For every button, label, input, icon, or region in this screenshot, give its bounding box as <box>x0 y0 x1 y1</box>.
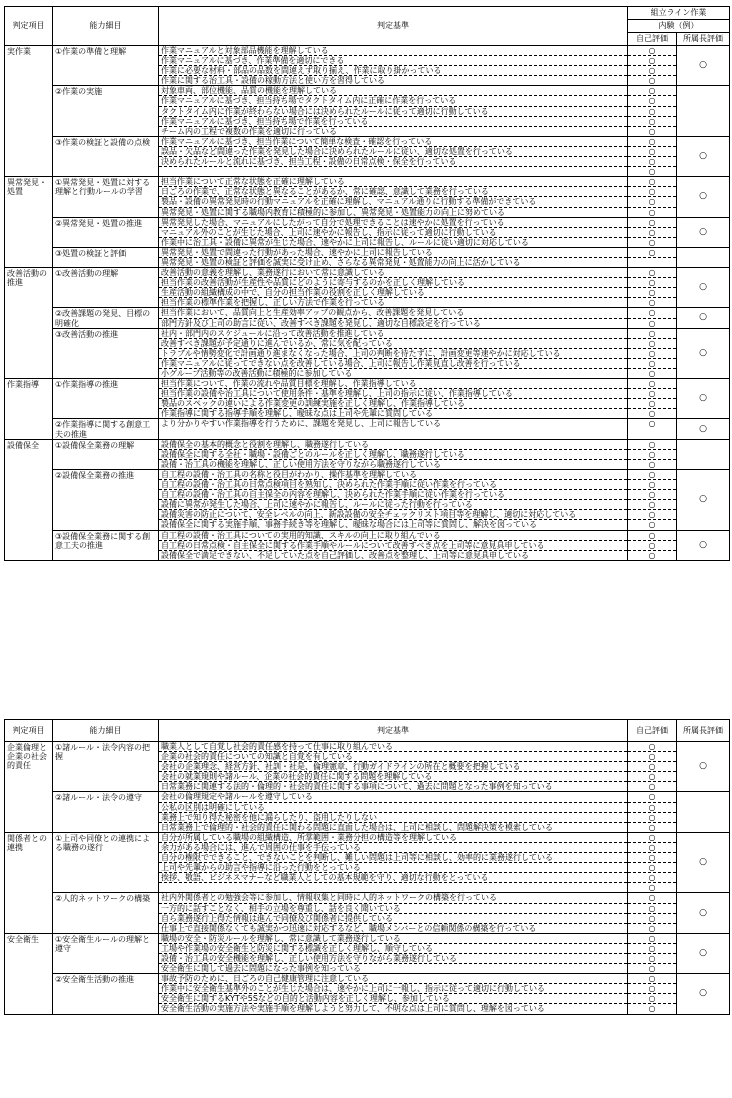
manager-evaluation-mark: ○ <box>677 933 730 973</box>
self-evaluation-mark: ○ <box>628 934 676 944</box>
criteria-list <box>159 933 628 973</box>
criteria-line: 会社の就業規則や諸ルール、企業の社会的責任に関する問題を理解している <box>159 772 627 782</box>
ability-detail: ②設備保全業務の推進 <box>53 469 159 530</box>
self-evaluation-cell <box>628 328 677 378</box>
self-evaluation-cell <box>628 419 677 439</box>
criteria-line: 担当作業の標準作業を把握し、正しい方法で作業を行っている <box>161 298 385 308</box>
self-evaluation-mark: ○ <box>628 228 676 238</box>
criteria-group-row <box>5 217 730 247</box>
self-evaluation-mark: ○ <box>628 187 676 197</box>
criteria-line: 生産活動の組織構成の中で、自分の担当作業の役割を正しく理解している <box>159 288 627 298</box>
criteria-line: 社内・部門内のスケジュールに沿って改善活動を推進している <box>159 329 627 339</box>
self-evaluation-cell <box>628 46 677 86</box>
criteria-line: 作業マニュアルに基づき、担当持ち場で作業を行っている <box>159 117 627 127</box>
criteria-list <box>159 217 628 247</box>
criteria-list <box>159 530 628 560</box>
criteria-line: 自工程の設備・治工具の日常点検項目を熟知し、決められた作業手順に従い作業を行っている <box>159 480 627 490</box>
ability-detail: ②作業指導に関する創意工夫の推進 <box>53 419 159 439</box>
self-evaluation-cell <box>628 792 677 832</box>
criteria-line: 担当作業の設備や治工具について使用条件・基準を理解し、上司の指示に従い、作業指導している <box>159 389 627 399</box>
self-evaluation-mark: ○ <box>628 248 676 258</box>
ability-detail: ①諸ルール・法令内容の把握 <box>53 742 159 792</box>
self-evaluation-mark: ○ <box>628 480 676 490</box>
self-evaluation-mark: ○ <box>628 117 676 127</box>
self-evaluation-mark: ○ <box>648 822 656 832</box>
evaluation-table-1 <box>4 6 730 561</box>
criteria-line: 改善活動の意義を理解し、業務遂行において常に意識している <box>159 268 627 278</box>
criteria-line: 設備保全で満足できない、不足していた点を自己評価し、改善点を整理し、上司等に意見具申している <box>161 550 529 560</box>
criteria-line: 設備・治工具の安全機能を理解し、正しい使用方法を守りながら業務遂行している <box>159 954 627 964</box>
criteria-line: 異常発見した場合、マニュアルにしたがって自分で処理できることは速やかに処置を行っている <box>159 218 627 228</box>
self-evaluation-cell <box>628 177 677 217</box>
self-evaluation-cell <box>628 136 677 176</box>
criteria-list <box>159 832 628 893</box>
criteria-group-row <box>5 933 730 973</box>
self-evaluation-mark: ○ <box>628 853 676 863</box>
self-evaluation-mark: ○ <box>628 873 676 883</box>
self-evaluation-mark: ○ <box>628 813 676 823</box>
self-evaluation-cell <box>628 933 677 973</box>
self-evaluation-cell <box>628 742 677 792</box>
self-evaluation-mark: ○ <box>648 409 656 419</box>
criteria-group-row <box>5 46 730 86</box>
criteria-line: 自ら業務遂行上得た情報は進んで同僚及び関係者に提供している <box>159 914 627 924</box>
criteria-line <box>159 167 627 176</box>
criteria-line: 会社の企業理念、経営方針、社訓・社是、倫理憲章、行動ガイドラインの所在と概要を把握している <box>159 762 627 772</box>
criteria-group-row <box>5 530 730 560</box>
criteria-line: 決められたルールと流れに基づき、担当工程・設備の日常点検・保全を行っている <box>159 157 627 167</box>
header-manager-eval: 所属長評価 <box>677 33 730 46</box>
criteria-line: 一方的に話すことなく、相手の立場を尊重し、話を良く聞いている <box>159 904 627 914</box>
self-evaluation-mark: ○ <box>648 76 656 86</box>
self-evaluation-cell <box>628 469 677 530</box>
criteria-line: 担当作業において、品質向上と生産効率アップの観点から、改善課題を発見している <box>159 308 627 318</box>
criteria-line: 業務上で知り得た秘密を他に漏らしたり、盗用したりしない <box>159 813 627 823</box>
criteria-line: 職業人として自覚し社会的責任感を持って仕事に取り組んでいる <box>159 742 627 752</box>
criteria-line: 製品・設備の異常発見時の行動マニュアルを正確に理解し、マニュアル通りに行動する準備ができている <box>159 197 627 207</box>
ability-detail: ①作業指導の推進 <box>53 379 159 419</box>
self-evaluation-mark: ○ <box>648 923 656 933</box>
criteria-line: チーム内の工程で複数の作業を適切に行っている <box>161 126 337 136</box>
manager-evaluation-mark: ○ <box>677 469 730 530</box>
self-evaluation-mark: ○ <box>628 914 676 924</box>
criteria-line: 設備災害の防止について、安全レベルの向上、新設設備の安全チェックリスト項目等を理解し、適切に対応している <box>159 510 627 520</box>
criteria-line: 挨拶、敬語、ビジネスマナーなど職業人としての基本規範を守り、適切な行動をとっている <box>159 873 627 883</box>
criteria-line: 社内外関係者との勉強会等に参加し、情報収集と同時に人的ネットワークの構築を行っている <box>159 893 627 903</box>
header-self-eval: 自己評価 <box>628 33 677 46</box>
ability-detail: ②人的ネットワークの構築 <box>53 893 159 933</box>
self-evaluation-mark: ○ <box>648 419 656 429</box>
self-evaluation-mark: ○ <box>648 520 656 530</box>
self-evaluation-mark: ○ <box>628 974 676 984</box>
self-evaluation-mark: ○ <box>648 298 656 308</box>
criteria-line: 事故予防のために、日ごろの自己健康管理に注意している <box>159 974 627 984</box>
self-evaluation-mark: ○ <box>628 893 676 903</box>
self-evaluation-mark: ○ <box>628 147 676 157</box>
criteria-list <box>159 379 628 419</box>
self-evaluation-mark: ○ <box>628 46 676 56</box>
criteria-line: 設備保全の基本的概念と役割を理解し、職務遂行している <box>159 440 627 450</box>
self-evaluation-mark: ○ <box>648 207 656 217</box>
criteria-list <box>159 136 628 176</box>
self-evaluation-cell <box>628 379 677 419</box>
criteria-line: 設備に異常が発生した場合、上司に速やかに報告し、ルールに従った行動を行っている <box>159 500 627 510</box>
self-evaluation-mark: ○ <box>628 268 676 278</box>
judgment-item: 異常発見・処置 <box>5 177 53 268</box>
header-manager-eval: 所属長評価 <box>677 720 730 742</box>
manager-evaluation-mark <box>677 247 730 267</box>
criteria-line: 作業マニュアルに基づき、担当作業について簡単な検査・確認を行っている <box>159 137 627 147</box>
self-evaluation-mark: ○ <box>628 56 676 66</box>
criteria-line: 改善すべき課題が予定通りに進んでいるか、常に気を配っている <box>159 339 627 349</box>
criteria-line: 作業マニュアルに基づき、作業準備を適切にできる <box>159 56 627 66</box>
self-evaluation-mark: ○ <box>628 470 676 480</box>
header-ability: 能力細目 <box>53 720 159 742</box>
judgment-item: 改善活動の推進 <box>5 268 53 379</box>
ability-detail: ②改善課題の発見、目標の明確化 <box>53 308 159 328</box>
criteria-line: 公私の区別は明確にしている <box>159 803 627 813</box>
criteria-line: 会社の倫理規定や諸ルールを遵守している <box>159 792 627 802</box>
self-evaluation-mark: ○ <box>628 752 676 762</box>
self-evaluation-mark: ○ <box>628 944 676 954</box>
judgment-item: 作業指導 <box>5 379 53 440</box>
criteria-line: 担当作業について正常な状態を正確に理解している <box>159 177 627 187</box>
self-evaluation-mark: ○ <box>628 742 676 752</box>
self-evaluation-mark: ○ <box>628 510 676 520</box>
judgment-item: 実作業 <box>5 46 53 177</box>
criteria-group-row <box>5 136 730 176</box>
manager-evaluation-mark: ○ <box>677 328 730 378</box>
self-evaluation-mark: ○ <box>628 96 676 106</box>
criteria-line: マニュアル外のことが生じた場合、上司に速やかに報告し、指示に従って適切に行動している <box>159 228 627 238</box>
criteria-line: 上司や先輩からの助言や指導に沿った行動をとっている <box>159 863 627 873</box>
judgment-item: 企業倫理と企業の社会的責任 <box>5 742 53 833</box>
manager-evaluation-mark: ○ <box>677 893 730 933</box>
criteria-list <box>159 974 628 1014</box>
criteria-line: 日常業務上で倫理的・社会的責任に関わる問題に直面した場合は、上司に相談し、問題解決策を模索している <box>161 822 553 832</box>
criteria-group-row <box>5 832 730 893</box>
manager-evaluation-mark: ○ <box>677 308 730 328</box>
ability-detail: ②諸ルール・法令の遵守 <box>53 792 159 832</box>
criteria-line: 自工程の設備・治工具についての実用的知識、スキルの向上に取り組んでいる <box>159 531 627 541</box>
criteria-line: 部門方針及び上司の助言に従い、改善すべき課題を発見し、適切な目標設定を行っている <box>161 318 481 328</box>
criteria-list <box>159 268 628 308</box>
criteria-line: 作業中に安全衛生基準外のことが生じた場合は、速やかに上司に一報し、指示に従って適切に行動している <box>159 984 627 994</box>
ability-detail: ①異常発見・処置に対する理解と行動ルールの学習 <box>53 177 159 217</box>
self-evaluation-mark: ○ <box>628 994 676 1004</box>
header-self-eval: 自己評価 <box>628 720 677 742</box>
criteria-group-row <box>5 893 730 933</box>
judgment-item: 設備保全 <box>5 439 53 560</box>
ability-detail: ②作業の実施 <box>53 86 159 136</box>
self-evaluation-mark: ○ <box>648 459 656 469</box>
criteria-group-row <box>5 439 730 469</box>
criteria-list <box>159 742 628 792</box>
criteria-line: 安全衛生に関して過去に問題になった事例を知っている <box>161 964 361 974</box>
self-evaluation-mark: ○ <box>628 329 676 339</box>
manager-evaluation-mark: ○ <box>677 217 730 247</box>
manager-evaluation-mark: ○ <box>677 46 730 86</box>
self-evaluation-mark: ○ <box>628 339 676 349</box>
header-criteria: 判定基準 <box>159 7 628 46</box>
self-evaluation-mark: ○ <box>628 833 676 843</box>
self-evaluation-mark: ○ <box>628 197 676 207</box>
self-evaluation-mark: ○ <box>628 66 676 76</box>
self-evaluation-cell <box>628 247 677 267</box>
criteria-line: 企業の社会的責任についての知識と自覚を有している <box>159 752 627 762</box>
criteria-line: 安全衛生活動の実施方法や実施手順を理解しようと努力して、不明な点は上司に質問し、理解を図っている <box>161 1004 545 1014</box>
ability-detail: ②異常発見・処置の推進 <box>53 217 159 247</box>
self-evaluation-mark: ○ <box>628 107 676 117</box>
criteria-line: 自工程の日常点検・自主保全に関する作業手順やルールについて改善すべき点を上司等に意見具申している <box>159 541 627 551</box>
criteria-line: 設備保全に関する実施手順、事務手続き等を理解し、曖昧な場合には上司等に質問し、解決を図っている <box>161 520 537 530</box>
ability-detail: ③処置の検証と評価 <box>53 247 159 267</box>
self-evaluation-mark: ○ <box>648 782 656 792</box>
self-evaluation-mark <box>628 258 676 267</box>
self-evaluation-mark: ○ <box>628 500 676 510</box>
criteria-list <box>159 893 628 933</box>
criteria-list <box>159 792 628 832</box>
criteria-line: 誤品・欠品など間違った作業を発見した場合に決められたルールに従い、適切な処置を行っている <box>159 147 627 157</box>
self-evaluation-mark: ○ <box>628 984 676 994</box>
criteria-group-row <box>5 177 730 217</box>
self-evaluation-mark: ○ <box>648 883 656 893</box>
criteria-line: 担当作業の改善活動が生産性や品質にどのように寄与するのかを正しく理解している <box>159 278 627 288</box>
manager-evaluation-mark: ○ <box>677 268 730 308</box>
criteria-group-row <box>5 974 730 1014</box>
manager-evaluation-mark: ○ <box>677 974 730 1014</box>
criteria-group-row <box>5 86 730 136</box>
criteria-group-row <box>5 469 730 530</box>
header-item: 判定項目 <box>5 7 53 46</box>
self-evaluation-mark: ○ <box>628 490 676 500</box>
criteria-line: 異常発見・処置の検証と評価を誠実に受け止め、さらなる異常発見・処置能力の向上に活かしている <box>161 257 521 267</box>
self-evaluation-mark: ○ <box>628 863 676 873</box>
ability-detail: ③作業の検証と設備の点検 <box>53 136 159 176</box>
self-evaluation-cell <box>628 530 677 560</box>
criteria-line: 作業に関する治工具・設備の稼動方法と使い方を習得している <box>161 76 385 86</box>
criteria-list <box>159 46 628 86</box>
self-evaluation-cell <box>628 86 677 136</box>
criteria-line: タクトタイム内に作業が終わらない場合には決められたルールに従って適切に行動している <box>159 107 627 117</box>
criteria-line: 異常発見・処置で間違った行動があった場合、速やかに上司に報告している <box>159 248 627 258</box>
criteria-line: 職場の安全・防災ルールを理解し、常に意識して業務遂行している <box>159 934 627 944</box>
self-evaluation-cell <box>628 974 677 1014</box>
criteria-line: 作業マニュアルと対象部品機能を理解している <box>159 46 627 56</box>
self-evaluation-mark: ○ <box>628 288 676 298</box>
judgment-item: 安全衛生 <box>5 933 53 1014</box>
self-evaluation-mark: ○ <box>648 1004 656 1014</box>
criteria-group-row <box>5 247 730 267</box>
judgment-item: 関係者との連携 <box>5 832 53 933</box>
ability-detail: ③改善活動の推進 <box>53 328 159 378</box>
header-criteria: 判定基準 <box>159 720 628 742</box>
manager-evaluation-mark: ○ <box>677 530 730 560</box>
self-evaluation-mark: ○ <box>628 399 676 409</box>
manager-evaluation-mark: ○ <box>677 742 730 792</box>
criteria-list <box>159 247 628 267</box>
header-example: 内験（例） <box>628 20 730 33</box>
criteria-line <box>159 883 627 892</box>
self-evaluation-mark: ○ <box>628 389 676 399</box>
self-evaluation-mark: ○ <box>648 126 656 136</box>
criteria-line: トラブルや情勢変化で計画通り進まなくなった場合、上司の判断を待たずに、計画変更等速やかに対応している <box>159 349 627 359</box>
self-evaluation-mark: ○ <box>628 450 676 460</box>
self-evaluation-mark: ○ <box>648 550 656 560</box>
self-evaluation-mark: ○ <box>628 541 676 551</box>
criteria-line: 対象車両、部位機能、品質の機能を理解している <box>159 86 627 96</box>
criteria-line: 担当作業について、作業の流れや品質目標を理解し、作業指導している <box>159 379 627 389</box>
criteria-line: 作業中に治工具・設備に異常が生じた場合、速やかに上司に報告し、ルールに従い適切に対応している <box>161 237 529 247</box>
self-evaluation-mark: ○ <box>628 792 676 802</box>
criteria-line: 自工程の設備・治工具の名称と役目がわかり、操作基準を理解している <box>159 470 627 480</box>
header-item: 判定項目 <box>5 720 53 742</box>
ability-detail: ①設備保全業務の理解 <box>53 439 159 469</box>
self-evaluation-mark: ○ <box>648 237 656 247</box>
criteria-list <box>159 86 628 136</box>
ability-detail: ①作業の準備と理解 <box>53 46 159 86</box>
self-evaluation-mark: ○ <box>628 772 676 782</box>
criteria-line: 仕事上で直接関係なくても誠実かつ迅速に対応するなど、職場メンバーとの信頼関係の構築を行っている <box>161 923 537 933</box>
self-evaluation-mark: ○ <box>628 803 676 813</box>
criteria-line: 設備保全に関する全社・職場・設備ごとのルールを正しく理解し、職務遂行している <box>159 450 627 460</box>
self-evaluation-mark: ○ <box>628 177 676 187</box>
self-evaluation-cell <box>628 893 677 933</box>
self-evaluation-cell <box>628 832 677 893</box>
criteria-line: 自工程の設備・治工具の自主保全の内容を理解し、決められた作業手順に従い作業を行っている <box>159 490 627 500</box>
criteria-list <box>159 419 628 439</box>
self-evaluation-mark: ○ <box>648 167 656 177</box>
criteria-list <box>159 308 628 328</box>
criteria-line: 日常業務に関連する法的・倫理的・社会的責任に関する事項について、過去に問題となった事例を知っている <box>161 782 553 792</box>
criteria-group-row <box>5 742 730 792</box>
criteria-line: 作業指導に関する指導手順を理解し、曖昧な点は上司や先輩に質問している <box>161 409 433 419</box>
criteria-group-row <box>5 419 730 439</box>
criteria-line: 日ごろの作業で、正常な状態と異なることがあるか、常に確認、意識して業務を行っている <box>159 187 627 197</box>
criteria-line: より分かりやすい作業指導を行うために、課題を発見し、上司に報告している <box>161 419 441 429</box>
self-evaluation-mark: ○ <box>628 308 676 318</box>
criteria-list <box>159 469 628 530</box>
self-evaluation-cell <box>628 308 677 328</box>
manager-evaluation-mark <box>677 439 730 469</box>
manager-evaluation-mark: ○ <box>677 136 730 176</box>
manager-evaluation-mark: ○ <box>677 419 730 439</box>
header-ability: 能力細目 <box>53 7 159 46</box>
criteria-line: 小グループ活動等の改善活動に積極的に参加している <box>161 369 353 378</box>
criteria-line: 作業マニュアルに従ってできない点を改善している場合、上司に報告し作業見直し改善を行っている <box>159 359 627 369</box>
manager-evaluation-mark: ○ <box>677 379 730 419</box>
ability-detail: ③設備保全業務に関する創意工夫の推進 <box>53 530 159 560</box>
criteria-list <box>159 328 628 378</box>
self-evaluation-mark: ○ <box>648 369 656 378</box>
criteria-line: 作業に必要な材料・部品の品数を間違えず取り揃え、作業に取り掛かっている <box>159 66 627 76</box>
self-evaluation-mark: ○ <box>628 440 676 450</box>
criteria-line: 異常発見・処置に関する職場内教育に積極的に参加し、異常発見・処置能力の向上に努めている <box>161 207 505 217</box>
self-evaluation-cell <box>628 268 677 308</box>
criteria-list <box>159 177 628 217</box>
ability-detail: ①安全衛生ルールの理解と遵守 <box>53 933 159 973</box>
self-evaluation-mark: ○ <box>628 137 676 147</box>
self-evaluation-mark: ○ <box>628 359 676 369</box>
criteria-group-row <box>5 792 730 832</box>
manager-evaluation-mark <box>677 86 730 136</box>
self-evaluation-mark: ○ <box>628 531 676 541</box>
criteria-group-row <box>5 328 730 378</box>
self-evaluation-mark: ○ <box>628 379 676 389</box>
criteria-line: 作業マニュアルに基づき、担当持ち場でタクトタイム内に正確に作業を行っている <box>159 96 627 106</box>
criteria-group-row <box>5 268 730 308</box>
self-evaluation-mark: ○ <box>628 218 676 228</box>
manager-evaluation-mark: ○ <box>677 177 730 217</box>
criteria-line: 製品のスペックの違いによる作業変更の訓練実施を正しく理解し、作業指導している <box>159 399 627 409</box>
criteria-line: 自分が所属している職場の組織構造、所掌範囲・業務分担の構造等を理解している <box>159 833 627 843</box>
self-evaluation-mark: ○ <box>628 278 676 288</box>
self-evaluation-mark: ○ <box>628 904 676 914</box>
self-evaluation-mark: ○ <box>628 954 676 964</box>
self-evaluation-mark: ○ <box>648 964 656 974</box>
criteria-line: 余力がある場合には、進んで周囲の仕事を手伝っている <box>159 843 627 853</box>
criteria-group-row <box>5 379 730 419</box>
criteria-line: 安全衛生に関するKYTや5Sなどの目的と活動内容を正しく理解し、参加している <box>159 994 627 1004</box>
self-evaluation-mark: ○ <box>628 157 676 167</box>
ability-detail: ②安全衛生活動の推進 <box>53 974 159 1014</box>
self-evaluation-mark: ○ <box>628 349 676 359</box>
criteria-line: 設備・治工具の機能を理解し、正しい使用方法を守りながら職務遂行している <box>161 459 441 469</box>
criteria-line: 自分の権限でできること、できないことを判断し、難しい問題は上司等に相談し、効率的に業務遂行している <box>159 853 627 863</box>
self-evaluation-cell <box>628 439 677 469</box>
self-evaluation-mark: ○ <box>628 843 676 853</box>
manager-evaluation-mark: ○ <box>677 832 730 893</box>
manager-evaluation-mark <box>677 792 730 832</box>
self-evaluation-cell <box>628 217 677 247</box>
ability-detail: ①改善活動の理解 <box>53 268 159 308</box>
header-assembly-line: 組立ライン作業 <box>628 7 730 20</box>
criteria-list <box>159 439 628 469</box>
self-evaluation-mark: ○ <box>628 86 676 96</box>
ability-detail: ①上司や同僚との連携による職務の遂行 <box>53 832 159 893</box>
self-evaluation-mark: ○ <box>648 318 656 328</box>
evaluation-table-2 <box>4 719 730 1015</box>
criteria-group-row <box>5 308 730 328</box>
criteria-line: 工場や作業場の安全衛生と防災に関する標識を正しく理解し、順守している <box>159 944 627 954</box>
self-evaluation-mark: ○ <box>628 762 676 772</box>
